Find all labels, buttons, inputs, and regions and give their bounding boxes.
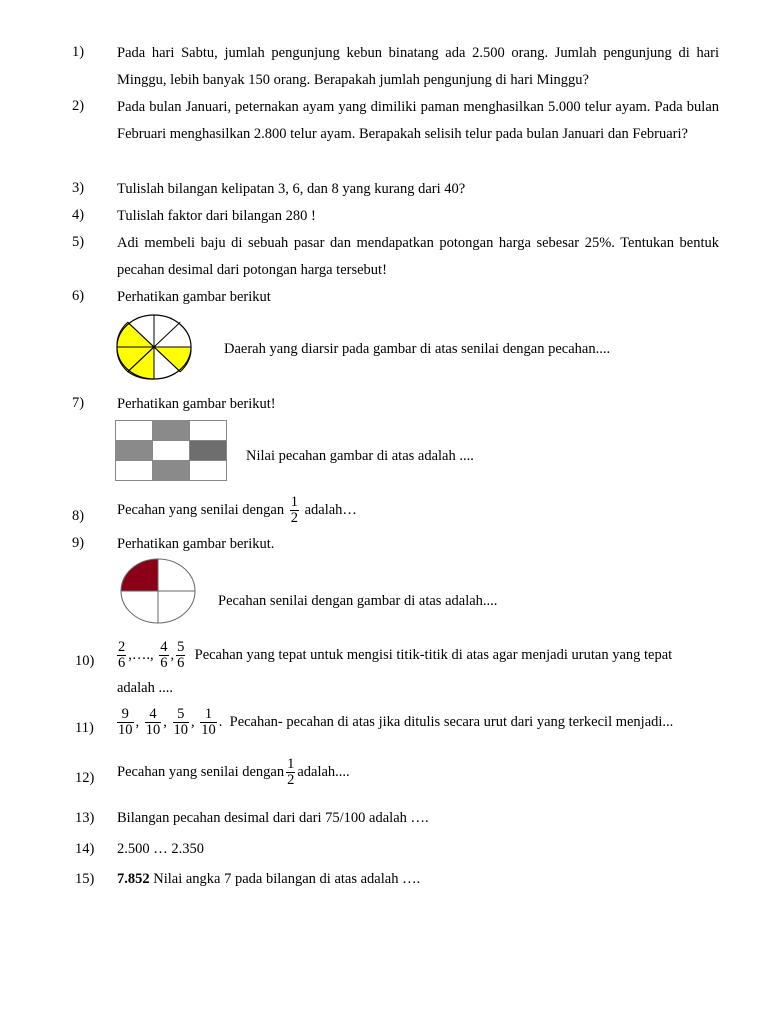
question-text: adalah… bbox=[304, 502, 357, 519]
fraction: $\frac{5}{6}$ bbox=[177, 639, 185, 672]
question-number: 14) bbox=[75, 841, 95, 857]
question-number: 5) bbox=[72, 234, 85, 250]
question-text: Pada bulan Januari, peternakan ayam yang dimiliki paman menghasilkan 5.000 telur ayam. Pada bulan Februari menghasilkan 2.800 telur ayam. Berapakah selisih telur pada bulan Januari dan Februari? bbox=[117, 99, 719, 142]
question-number: 10) bbox=[75, 653, 95, 669]
separator: ,…., bbox=[128, 647, 158, 664]
question-number: 3) bbox=[72, 180, 85, 196]
grid-cell-shaded bbox=[116, 441, 153, 461]
fraction: $\frac{4}{10}$ bbox=[145, 706, 161, 739]
question-number: 15) bbox=[75, 871, 95, 887]
pie-slice-shaded bbox=[117, 322, 154, 347]
circle-quarters-figure bbox=[119, 557, 197, 625]
question-text: Adi membeli baju di sebuah pasar dan mendapatkan potongan harga sebesar 25%. Tentukan bentuk pecahan desimal dari potongan harga tersebut! bbox=[117, 235, 719, 278]
question-line bbox=[115, 640, 672, 671]
question-text: 2.500 … 2.350 bbox=[117, 841, 204, 857]
grid-figure bbox=[115, 420, 227, 482]
question-number: 13) bbox=[75, 810, 95, 826]
pie-eighths-figure bbox=[114, 312, 194, 382]
grid-cell-shaded bbox=[190, 441, 227, 461]
question-text: Pecahan yang senilai dengan bbox=[117, 764, 285, 781]
question-text: Pada hari Sabtu, jumlah pengunjung kebun binatang ada 2.500 orang. Jumlah pengunjung di hari Minggu, lebih banyak 150 orang. Berapakah jumlah pengunjung di hari Minggu? bbox=[117, 45, 719, 88]
question-text: Tulislah bilangan kelipatan 3, 6, dan 8 yang kurang dari 40? bbox=[117, 181, 466, 197]
question-number: 12) bbox=[75, 770, 95, 786]
pie-slice-shaded bbox=[154, 347, 191, 372]
question-number: 8) bbox=[72, 508, 85, 524]
number-bold: 7.852 bbox=[117, 871, 150, 887]
question-text: Tulislah faktor dari bilangan 280 ! bbox=[117, 208, 316, 224]
question-text: Perhatikan gambar berikut! bbox=[117, 396, 276, 412]
question-line bbox=[117, 757, 350, 788]
fraction: $\frac{1}{2}$ bbox=[290, 494, 298, 527]
question-number: 2) bbox=[72, 98, 85, 114]
question-number: 6) bbox=[72, 288, 85, 304]
question-text: Pecahan- pecahan di atas jika ditulis secara urut dari yang terkecil menjadi... bbox=[229, 714, 674, 731]
question-text: Pecahan yang senilai dengan bbox=[117, 502, 285, 519]
question-text: adalah.... bbox=[297, 764, 350, 781]
question-text: Nilai angka 7 pada bilangan di atas adalah …. bbox=[149, 871, 421, 887]
question-text: Bilangan pecahan desimal dari dari 75/100 adalah …. bbox=[117, 810, 429, 826]
fraction: $\frac{9}{10}$ bbox=[118, 706, 133, 739]
figure-caption: Pecahan senilai dengan gambar di atas adalah.... bbox=[218, 593, 498, 609]
fraction: $\frac{1}{10}$ bbox=[201, 706, 216, 739]
question-number: 4) bbox=[72, 207, 85, 223]
fraction: $\frac{1}{2}$ bbox=[287, 756, 295, 789]
question-number: 1) bbox=[72, 44, 85, 60]
question-text: Pecahan yang tepat untuk mengisi titik-titik di atas agar menjadi urutan yang tepat bbox=[194, 647, 673, 664]
grid-cell-shaded bbox=[153, 421, 190, 441]
fraction: $\frac{5}{10}$ bbox=[173, 706, 188, 739]
question-text: Perhatikan gambar berikut. bbox=[117, 536, 275, 552]
figure-caption: Nilai pecahan gambar di atas adalah .... bbox=[246, 448, 474, 464]
question-line bbox=[117, 495, 357, 526]
question-number: 9) bbox=[72, 535, 85, 551]
question-text: Perhatikan gambar berikut bbox=[117, 289, 271, 305]
grid-cell-shaded bbox=[153, 461, 190, 481]
question-line: $\frac{9}{10}$ , $\frac{4}{10}$ , $\frac{5}{10}$ , $\frac{1}{10}$ . Pecahan- pecahan di atas jika ditulis secara urut dari yang terkecil menjadi... bbox=[118, 706, 674, 739]
question-line bbox=[117, 871, 420, 888]
fraction: $\frac{2}{6}$ bbox=[118, 639, 126, 672]
question-number: 7) bbox=[72, 395, 85, 411]
figure-caption: Daerah yang diarsir pada gambar di atas senilai dengan pecahan.... bbox=[224, 341, 611, 357]
fraction: $\frac{4}{6}$ bbox=[160, 639, 168, 672]
separator: , bbox=[170, 647, 175, 664]
circle-quarter-shaded bbox=[121, 559, 158, 591]
question-text: adalah .... bbox=[117, 680, 173, 696]
question-number: 11) bbox=[75, 720, 94, 736]
